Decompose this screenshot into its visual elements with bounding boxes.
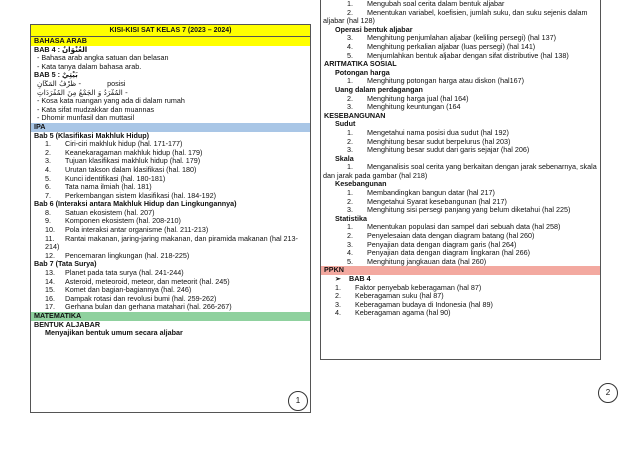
bab5-line-mufrad: - المُفْرَدُ وَ الجَمْعُ مِنَ المُفْرَدَاتِ <box>37 88 128 97</box>
list-number: 3. <box>347 34 353 43</box>
list-item <box>321 232 600 241</box>
list-text: Menghitung potongan harga atau diskon (hal167) <box>367 77 525 86</box>
list-item <box>31 183 310 192</box>
list-item <box>321 95 600 104</box>
list-number: 16. <box>45 294 55 303</box>
list-number: 3. <box>347 206 353 215</box>
list-number: 2. <box>347 232 353 241</box>
list-number: 8. <box>45 208 51 217</box>
list-item <box>321 34 600 43</box>
list-text: Kunci identifikasi (hal. 180-181) <box>65 174 166 183</box>
list-item <box>321 146 600 155</box>
untung-heading: Uang dalam perdagangan <box>335 85 423 94</box>
list-text: Menentukan variabel, koefisien, jumlah suku, dan suku sejenis dalam <box>367 8 588 17</box>
list-item: - Kosa kata ruangan yang ada di dalam rumah <box>37 97 185 106</box>
ipa-bab6-heading: Bab 6 (Interaksi antara Makhluk Hidup dan Lingkungannya) <box>34 200 237 209</box>
bab5-list <box>31 97 310 123</box>
list-number: 2. <box>45 148 51 157</box>
list-item <box>321 189 600 198</box>
list-number: 5. <box>347 51 353 60</box>
skala-cont: dan jarak pada gambar (hal 218) <box>323 171 428 180</box>
list-text: Asteroid, meteoroid, meteor, dan meteorit (hal. 245) <box>65 277 230 286</box>
list-item: - Kata sifat mudzakkar dan muannas <box>37 105 155 114</box>
list-number: 1. <box>45 140 51 149</box>
list-item <box>321 52 600 61</box>
ipa-bab5-list <box>31 140 310 200</box>
list-text: Menghitung besar sudut dari garis sejajar (hal 206) <box>367 146 530 155</box>
page-number-2: 2 <box>598 383 618 403</box>
kesebangunan2-heading: Kesebangunan <box>335 180 387 189</box>
page-number-1: 1 <box>288 391 308 411</box>
list-item <box>321 258 600 267</box>
list-item <box>31 217 310 226</box>
list-item: - Dhomir munfasil dan muttasil <box>37 114 135 123</box>
page-1-table <box>30 24 311 413</box>
list-item <box>31 252 310 261</box>
list-number: 13. <box>45 269 55 278</box>
list-item <box>321 129 600 138</box>
list-number: 1. <box>347 0 353 8</box>
list-number: 3. <box>347 146 353 155</box>
list-item <box>31 140 310 149</box>
bab5-heading: BAB 5 : بَيْتِيْ <box>34 71 78 80</box>
list-item <box>321 138 600 147</box>
list-item <box>31 157 310 166</box>
list-text: Planet pada tata surya (hal. 241-244) <box>65 269 184 278</box>
list-text: Pola interaksi antar organisme (hal. 211-213) <box>65 226 209 235</box>
list-number: 2. <box>347 137 353 146</box>
list-text: Tujuan klasifikasi makhluk hidup (hal. 179) <box>65 157 201 166</box>
list-text: Membandingkan bangun datar (hal 217) <box>367 189 495 198</box>
list-number: 4. <box>347 42 353 51</box>
list-number: 6. <box>45 183 51 192</box>
list-item <box>321 309 600 318</box>
p2-top-list <box>321 0 600 17</box>
list-text: Menganalisis soal cerita yang berkaitan dengan jarak sebenarnya, skala <box>367 163 597 172</box>
bab4-heading: BAB 4 : العُنْوَانُ <box>34 45 88 54</box>
list-text: Penyajian data dengan diagram lingkaran (hal 266) <box>367 249 531 258</box>
list-text: Mengetahui nama posisi dua sudut (hal 192) <box>367 128 509 137</box>
list-text: Keberagaman budaya di Indonesia (hal 89) <box>355 300 493 309</box>
p2-top-cont: aljabar (hal 128) <box>323 17 375 26</box>
list-number: 11. <box>45 234 55 243</box>
menyajikan-heading: Menyajikan bentuk umum secara aljabar <box>45 329 183 338</box>
list-number: 12. <box>45 251 55 260</box>
list-item <box>31 226 310 235</box>
list-item <box>31 149 310 158</box>
list-item <box>321 103 600 112</box>
list-item <box>321 249 600 258</box>
sudut-list <box>321 129 600 155</box>
list-text: Pencemaran lingkungan (hal. 218-225) <box>65 251 190 260</box>
operasi-list <box>321 34 600 60</box>
list-item <box>321 301 600 310</box>
list-text: Menghitung sisi persegi panjang yang belum diketahui (hal 225) <box>367 206 571 215</box>
list-item <box>321 0 600 9</box>
list-text: Menghitung jangkauan data (hal 260) <box>367 257 487 266</box>
list-item <box>321 284 600 293</box>
list-text: Urutan takson dalam klasifikasi (hal. 180) <box>65 165 197 174</box>
list-item <box>31 295 310 304</box>
list-number: 1. <box>347 128 353 137</box>
list-item <box>321 241 600 250</box>
operasi-heading: Operasi bentuk aljabar <box>335 25 413 34</box>
list-text: Menentukan populasi dan sampel dari sebuah data (hal 258) <box>367 223 561 232</box>
ipa-bab7-heading: Bab 7 (Tata Surya) <box>34 260 97 269</box>
ppkn-bab4-heading: ➢ BAB 4 <box>335 275 371 283</box>
list-item <box>31 175 310 184</box>
statistika-list <box>321 223 600 266</box>
list-number: 15. <box>45 286 55 295</box>
list-number: 7. <box>45 191 51 200</box>
kesebangunan-list <box>321 189 600 215</box>
list-text: Faktor penyebab keberagaman (hal 87) <box>355 283 482 292</box>
list-text: Keberagaman suku (hal 87) <box>355 292 444 301</box>
list-text: Menjumlahkan bentuk aljabar dengan sifat distributive (hal 138) <box>367 51 569 60</box>
section-ppkn: PPKN <box>321 266 600 275</box>
list-text: Perkembangan sistem klasifikasi (hal. 184-192) <box>65 191 217 200</box>
list-item: - Kata tanya dalam bahasa arab. <box>37 62 142 71</box>
list-item: - Bahasa arab angka satuan dan belasan <box>37 54 169 63</box>
ipa-bab7-list <box>31 269 310 312</box>
list-text: Komet dan bagian-bagiannya (hal. 246) <box>65 286 192 295</box>
list-item <box>321 292 600 301</box>
page-2-table <box>320 0 601 360</box>
ipa-bab5-heading: Bab 5 (Klasifikasi Makhluk Hidup) <box>34 131 150 140</box>
list-text: Penyajian data dengan diagram garis (hal 264) <box>367 240 517 249</box>
list-item <box>321 206 600 215</box>
list-text: Tata nama ilmiah (hal. 181) <box>65 183 152 192</box>
list-number: 214) <box>45 243 60 252</box>
list-item <box>31 209 310 218</box>
list-number: 10. <box>45 226 55 235</box>
list-number: 1. <box>347 163 353 172</box>
sudut-heading: Sudut <box>335 120 356 129</box>
list-text: Ciri-ciri makhluk hidup (hal. 171-177) <box>65 140 183 149</box>
list-text: Rantai makanan, jaring-jaring makanan, dan piramida makanan (hal 213- <box>65 234 298 243</box>
list-text: Dampak rotasi dan revolusi bumi (hal. 259-262) <box>65 294 217 303</box>
list-item <box>31 269 310 278</box>
list-text: Keanekaragaman makhluk hidup (hal. 179) <box>65 148 203 157</box>
ipa-bab6-list <box>31 209 310 261</box>
list-item <box>321 223 600 232</box>
list-item <box>321 163 600 172</box>
list-number: 5. <box>347 257 353 266</box>
kesebangunan-heading: KESEBANGUNAN <box>324 111 386 120</box>
list-number: 3. <box>347 103 353 112</box>
list-item <box>31 166 310 175</box>
bentuk-aljabar-heading: BENTUK ALJABAR <box>34 320 101 329</box>
potongan-list <box>321 77 600 86</box>
list-text: Mengetahui Syarat kesebangunan (hal 217) <box>367 197 507 206</box>
list-number: 3. <box>347 240 353 249</box>
skala-list <box>321 163 600 172</box>
list-number: 1. <box>347 223 353 232</box>
doc-title: KISI-KISI SAT KELAS 7 (2023 – 2024) <box>31 25 310 37</box>
list-number: 1. <box>347 77 353 86</box>
list-item <box>321 43 600 52</box>
list-number: 1. <box>347 189 353 198</box>
list-number: 4. <box>347 249 353 258</box>
list-text: Komponen ekosistem (hal. 208-210) <box>65 217 181 226</box>
list-text: Penyelesaian data dengan diagram batang (hal 260) <box>367 232 535 241</box>
list-item <box>31 303 310 312</box>
list-text: Menghitung besar sudut berpelurus (hal 203) <box>367 137 511 146</box>
arrow-bullet-icon: ➢ <box>335 275 342 283</box>
list-number: 5. <box>45 174 51 183</box>
list-number: 4. <box>45 165 51 174</box>
list-item <box>31 243 310 252</box>
list-text: Menghitung harga jual (hal 164) <box>367 94 469 103</box>
list-number: 17. <box>45 303 55 312</box>
list-text: Menghitung keuntungan (164 <box>367 103 461 112</box>
list-number: 4. <box>335 309 341 318</box>
section-matematika: MATEMATIKA <box>31 312 310 321</box>
untung-list <box>321 95 600 112</box>
section-ipa: IPA <box>31 123 310 132</box>
skala-heading: Skala <box>335 154 354 163</box>
bab4-list <box>31 54 310 71</box>
list-number: 1. <box>335 283 341 292</box>
list-item <box>321 9 600 18</box>
list-number: 2. <box>347 197 353 206</box>
list-text: Menghitung perkalian aljabar (luas persegi) (hal 141) <box>367 42 536 51</box>
list-number: 2. <box>335 292 341 301</box>
list-item <box>31 192 310 201</box>
list-number: 2. <box>347 8 353 17</box>
bab5-line-posisi: - ظَرْفُ المَكَانِ posisi <box>37 79 126 88</box>
list-item <box>321 198 600 207</box>
statistika-heading: Statistika <box>335 214 367 223</box>
list-item <box>31 278 310 287</box>
list-number: 3. <box>45 157 51 166</box>
list-number: 14. <box>45 277 55 286</box>
list-number: 2. <box>347 94 353 103</box>
list-item <box>321 77 600 86</box>
list-text: Keberagaman agama (hal 90) <box>355 309 451 318</box>
list-text: Mengubah soal cerita dalam bentuk aljabar <box>367 0 505 8</box>
list-number: 9. <box>45 217 51 226</box>
list-number: 3. <box>335 300 341 309</box>
list-text: Gerhana bulan dan gerhana matahari (hal. 266-267) <box>65 303 232 312</box>
section-bahasa-arab: BAHASA ARAB <box>31 37 310 46</box>
list-text: Menghitung penjumlahan aljabar (keliling persegi) (hal 137) <box>367 34 556 43</box>
ppkn-bab4-list <box>321 284 600 318</box>
list-item <box>31 235 310 244</box>
list-item <box>31 286 310 295</box>
potongan-heading: Potongan harga <box>335 68 390 77</box>
list-text: Satuan ekosistem (hal. 207) <box>65 208 155 217</box>
aritmatika-heading: ARITMATIKA SOSIAL <box>324 60 397 69</box>
